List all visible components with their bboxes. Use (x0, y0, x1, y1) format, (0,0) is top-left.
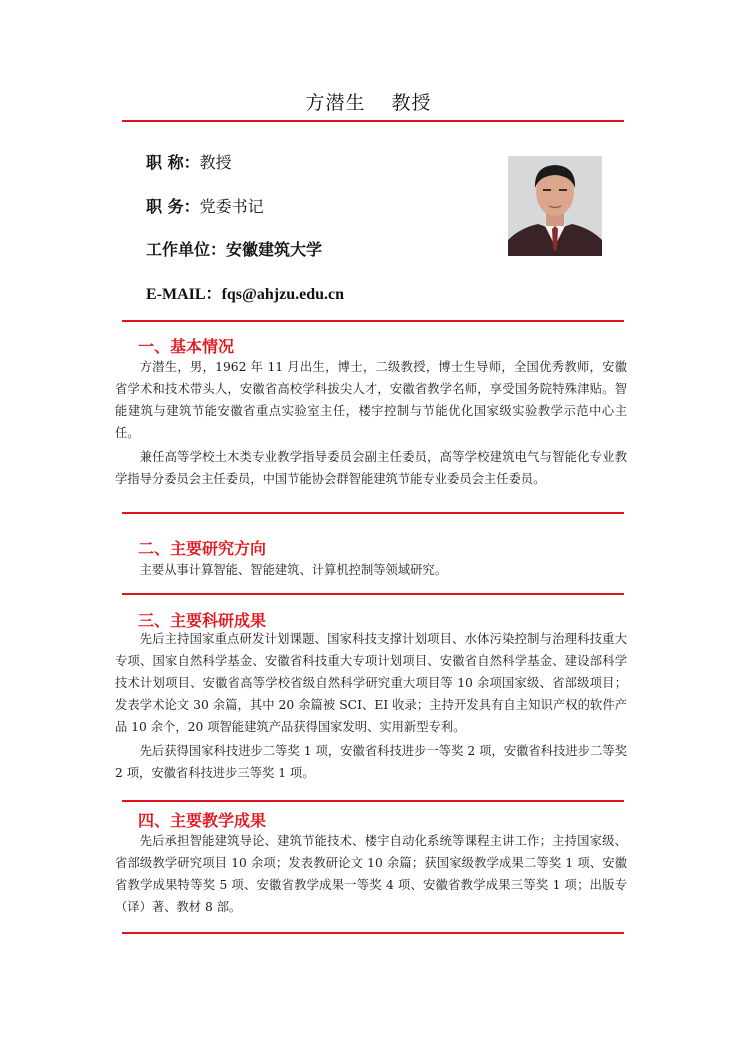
divider (122, 800, 624, 802)
profile-unit-value: 安徽建筑大学 (226, 240, 323, 259)
divider (122, 512, 624, 514)
divider (122, 320, 624, 322)
paragraph: 先后主持国家重点研发计划课题、国家科技支撑计划项目、水体污染控制与治理科技重大专项、国家自然科学基金、安徽省科技重大专项计划项目、安徽省自然科学基金、建设部科学技术计划项目、安徽省高等学校省级自然科学研究重大项目等 10 余项国家级、省部级项目；发表学术论文 30 余篇，其中 20 余篇被 SCI、EI 收录；主持开发具有自主知识产权的软件产品 10 余个，20 项智能建筑产品获得国家发明、实用新型专利。 (115, 632, 627, 734)
profile-title-label: 职 称： (146, 153, 200, 172)
profile-email-value[interactable]: fqs@ahjzu.edu.cn (221, 286, 345, 303)
section-body-basic (115, 356, 627, 490)
profile-title-value: 教授 (199, 153, 232, 172)
paragraph: 方潜生，男，1962 年 11 月出生，博士，二级教授，博士生导师，全国优秀教师，安徽省学术和技术带头人，安徽省高校学科拔尖人才，安徽省教学名师，享受国务院特殊津贴。智能建筑与建筑节能安徽省重点实验室主任，楼宇控制与节能优化国家级实验教学示范中心主任。 (115, 360, 627, 440)
profile-duty-row (146, 194, 264, 217)
paragraph: 主要从事计算智能、智能建筑、计算机控制等领域研究。 (139, 563, 448, 577)
section-body-achievements (115, 628, 627, 784)
person-title: 教授 (391, 92, 432, 114)
profile-unit-row (146, 237, 322, 260)
profile-duty-label: 职 务： (146, 197, 200, 216)
divider (122, 593, 624, 595)
portrait-photo (508, 156, 602, 256)
section-heading-teaching: 四、主要教学成果 (138, 811, 267, 830)
person-name: 方潜生 (305, 92, 366, 114)
paragraph: 兼任高等学校土木类专业教学指导委员会副主任委员，高等学校建筑电气与智能化专业教学指导分委员会主任委员，中国节能协会群智能建筑节能专业委员会主任委员。 (115, 450, 627, 486)
section-heading-achievements: 三、主要科研成果 (138, 611, 267, 630)
paragraph: 先后获得国家科技进步二等奖 1 项，安徽省科技进步一等奖 2 项，安徽省科技进步二等奖 2 项，安徽省科技进步三等奖 1 项。 (115, 744, 627, 780)
section-body-teaching (115, 830, 627, 918)
divider (122, 120, 624, 122)
profile-unit-label: 工作单位： (146, 240, 227, 259)
profile-duty-value: 党委书记 (199, 197, 264, 216)
section-heading-basic: 一、基本情况 (138, 337, 235, 356)
section-heading-research: 二、主要研究方向 (138, 539, 267, 558)
section-body-research (115, 559, 627, 581)
profile-email-row (146, 281, 344, 304)
page-title (0, 88, 737, 115)
paragraph: 先后承担智能建筑导论、建筑节能技术、楼宇自动化系统等课程主讲工作；主持国家级、省部级教学研究项目 10 余项；发表教研论文 10 余篇；获国家级教学成果二等奖 1 项、安徽省教学成果特等奖 5 项、安徽省教学成果一等奖 4 项、安徽省教学成果三等奖 1 项；出版专（译）著、教材 8 部。 (115, 834, 627, 914)
divider (122, 932, 624, 934)
profile-title-row (146, 150, 232, 173)
profile-email-label: E-MAIL： (146, 286, 222, 303)
